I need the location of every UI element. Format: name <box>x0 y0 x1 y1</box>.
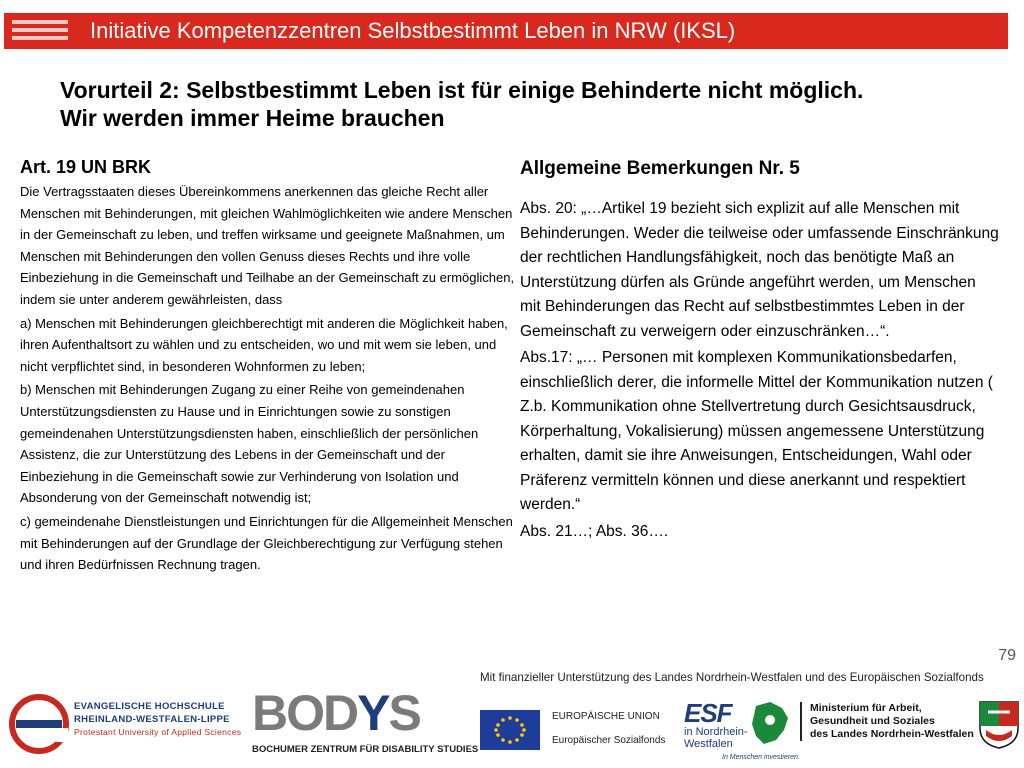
hamburger-icon[interactable] <box>12 16 68 46</box>
nrw-map-icon <box>748 700 792 748</box>
ministry-line2: Gesundheit und Soziales <box>810 715 935 727</box>
header-bar <box>4 13 1008 49</box>
ehs-logo-icon <box>8 692 70 756</box>
bodys-logo-y: Y <box>357 685 389 741</box>
eu-text <box>552 710 665 748</box>
bodys-logo-part1: BOD <box>252 685 358 741</box>
eu-line2: Europäischer Sozialfonds <box>552 735 666 746</box>
ehs-line2: RHEINLAND-WESTFALEN-LIPPE <box>74 714 230 725</box>
right-heading: Allgemeine Bemerkungen Nr. 5 <box>520 158 800 179</box>
esf-title: ESF <box>684 698 732 728</box>
bodys-logo <box>252 685 467 741</box>
eu-flag-icon <box>480 710 540 750</box>
funding-note: Mit finanzieller Unterstützung des Landes Nordrhein-Westfalen und des Europäischen Sozialfonds <box>480 671 984 684</box>
right-paragraph-abs17: Abs.17: „… Personen mit komplexen Kommunikationsbedarfen, einschließlich derer, die informelle Mittel der Kommunikation nutzen ( Z.b. Kommunikation ohne Stellvertretung durch Gesichtsausdruck, Körperhaltung, Vokalisierung) müssen angemessene Unterstützung erhalten, damit sie ihre Anweisungen, Entscheidungen, Wahl oder Präferenz vermitteln können und diese anerkannt und respektiert werden.“ <box>520 349 993 513</box>
left-intro: Die Vertragsstaaten dieses Übereinkommens anerkennen das gleiche Recht aller Menschen mit Behinderungen, mit gleichen Wahlmöglichkeiten wie andere Menschen in der Gemeinschaft zu leben, und treffen wirksame und geeignete Maßnahmen, um Menschen mit Behinderungen den vollen Genuss dieses Rechts und ihre volle Einbeziehung in die Gemeinschaft und Teilhabe an der Gemeinschaft zu ermöglichen, indem sie unter anderem gewährleisten, dass <box>20 184 515 307</box>
esf-sub-line1: in Nordrhein- <box>684 726 748 738</box>
left-item-c: c) gemeindenahe Dienstleistungen und Einrichtungen für die Allgemeinheit Menschen mit Behinderungen auf der Grundlage der Gleichberechtigung zur Verfügung stehen und ihren Bedürfnissen Rechnung tragen. <box>20 513 513 573</box>
eu-line1: EUROPÄISCHE UNION <box>552 711 660 722</box>
left-item-a: a) Menschen mit Behinderungen gleichberechtigt mit anderen die Möglichkeit haben, ihren Aufenthaltsort zu wählen und zu entscheiden, wo und mit wem sie leben, und nicht verpflichtet sind, in besonderen Wohnformen zu leben; <box>20 315 508 374</box>
slide-title-line2: Wir werden immer Heime brauchen <box>60 105 445 131</box>
esf-sub-line2: Westfalen <box>684 738 733 750</box>
ehs-logo-text <box>74 700 241 739</box>
esf-subtitle <box>684 726 748 750</box>
header-title: Initiative Kompetenzzentren Selbstbestimmt Leben in NRW (IKSL) <box>90 18 736 43</box>
left-column <box>20 155 520 578</box>
footer-logos <box>0 685 1024 768</box>
right-column <box>520 157 1000 546</box>
left-heading: Art. 19 UN BRK <box>20 157 152 177</box>
bodys-logo-part2: S <box>388 685 420 741</box>
ministry-line3: des Landes Nordrhein-Westfalen <box>810 728 974 740</box>
ehs-line1: EVANGELISCHE HOCHSCHULE <box>74 701 225 712</box>
ministry-text <box>800 702 974 741</box>
nrw-crest-icon <box>978 700 1020 750</box>
right-paragraph-abs21: Abs. 21…; Abs. 36…. <box>520 522 669 540</box>
left-item-b: b) Menschen mit Behinderungen Zugang zu einer Reihe von gemeindenahen Unterstützungsdiensten zu Hause und in Einrichtungen sowie zu sonstigen gemeindenahen Unterstützungsdiensten haben, einschließlich der persönlichen Assistenz, die zur Unterstützung des Lebens in der Gemeinschaft und der Einbeziehung in die Gemeinschaft sowie zur Verhinderung von Isolation und Absonderung von der Gemeinschaft notwendig ist; <box>20 382 479 506</box>
esf-logo <box>684 698 800 762</box>
slide-title <box>60 76 980 132</box>
ehs-line3: Protestant University of Applied Sciences <box>74 727 242 737</box>
slide-title-line1: Vorurteil 2: Selbstbestimmt Leben ist für einige Behinderte nicht möglich. <box>60 77 864 103</box>
bodys-subtitle: BOCHUMER ZENTRUM FÜR DISABILITY STUDIES <box>252 744 479 755</box>
right-paragraph-abs20: Abs. 20: „…Artikel 19 bezieht sich explizit auf alle Menschen mit Behinderungen. Weder die teilweise oder umfassende Einschränkung der rechtlichen Handlungsfähigkeit, noch das benötigte Maß an Unterstützung dürfen als Gründe angeführt werden, um Menschen mit Behinderungen das Recht auf selbstbestimmtes Leben in der Gemeinschaft zu verweigern oder einzuschränken…“. <box>520 200 999 340</box>
ministry-line1: Ministerium für Arbeit, <box>810 702 922 714</box>
page-number: 79 <box>998 647 1016 664</box>
esf-tagline: In Menschen investieren. <box>722 754 800 761</box>
